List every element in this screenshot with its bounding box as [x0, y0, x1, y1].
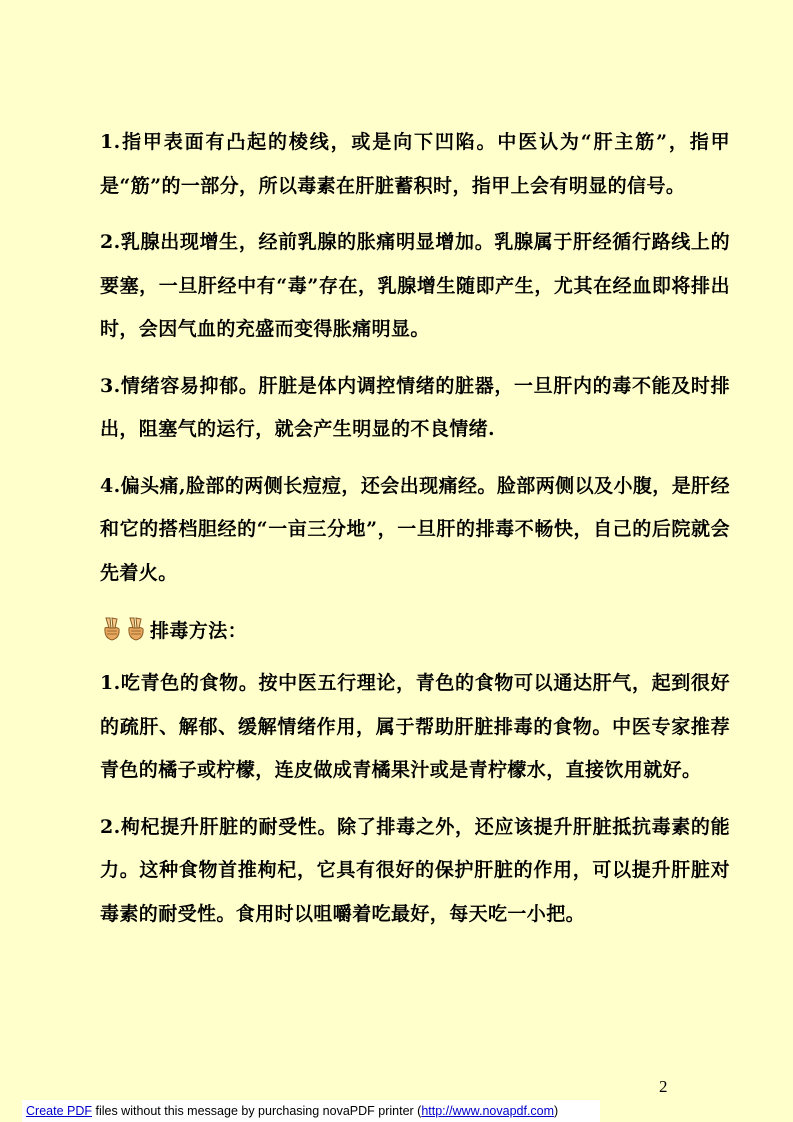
paragraph-method-1: 1.吃青色的食物。按中医五行理论，青色的食物可以通达肝气，起到很好的疏肝、解郁、缓解情绪作用，属于帮助肝脏排毒的食物。中医专家推荐青色的橘子或柠檬，连皮做成青橘果汁或是青柠檬水，直接饮用就好。: [100, 672, 730, 781]
paragraph-method-2: 2.枸杞提升肝脏的耐受性。除了排毒之外，还应该提升肝脏抵抗毒素的能力。这种食物首推枸杞，它具有很好的保护肝脏的作用，可以提升肝脏对毒素的耐受性。食用时以咀嚼着吃最好，每天吃一小把。: [100, 815, 730, 925]
novapdf-link[interactable]: http://www.novapdf.com: [421, 1104, 555, 1118]
paragraph-symptom-3: 3.情绪容易抑郁。肝脏是体内调控情绪的脏器，一旦肝内的毒不能及时排出，阻塞气的运行，就会产生明显的不良情绪.: [100, 374, 730, 440]
section-heading: [100, 608, 730, 650]
page-number: 2: [659, 1077, 668, 1096]
victory-hand-icon: [100, 616, 148, 642]
paragraph-symptom-2: 2.乳腺出现增生，经前乳腺的胀痛明显增加。乳腺属于肝经循行路线上的要塞，一旦肝经中有“毒”存在，乳腺增生随即产生，尤其在经血即将排出时，会因气血的充盛而变得胀痛明显。: [100, 231, 730, 340]
document-body: [100, 121, 730, 949]
footer-text-end: ): [554, 1104, 559, 1118]
section-title: 排毒方法：: [150, 619, 248, 642]
pdf-footer-banner: [22, 1100, 600, 1122]
create-pdf-link[interactable]: Create PDF: [26, 1104, 92, 1118]
footer-text: files without this message by purchasing novaPDF printer (: [92, 1104, 422, 1118]
paragraph-symptom-4: 4.偏头痛,脸部的两侧长痘痘，还会出现痛经。脸部两侧以及小腹，是肝经和它的搭档胆经的“一亩三分地”，一旦肝的排毒不畅快，自己的后院就会先着火。: [100, 474, 730, 584]
paragraph-symptom-1: 1.指甲表面有凸起的棱线，或是向下凹陷。中医认为“肝主筋”，指甲是“筋”的一部分，所以毒素在肝脏蓄积时，指甲上会有明显的信号。: [100, 131, 730, 197]
